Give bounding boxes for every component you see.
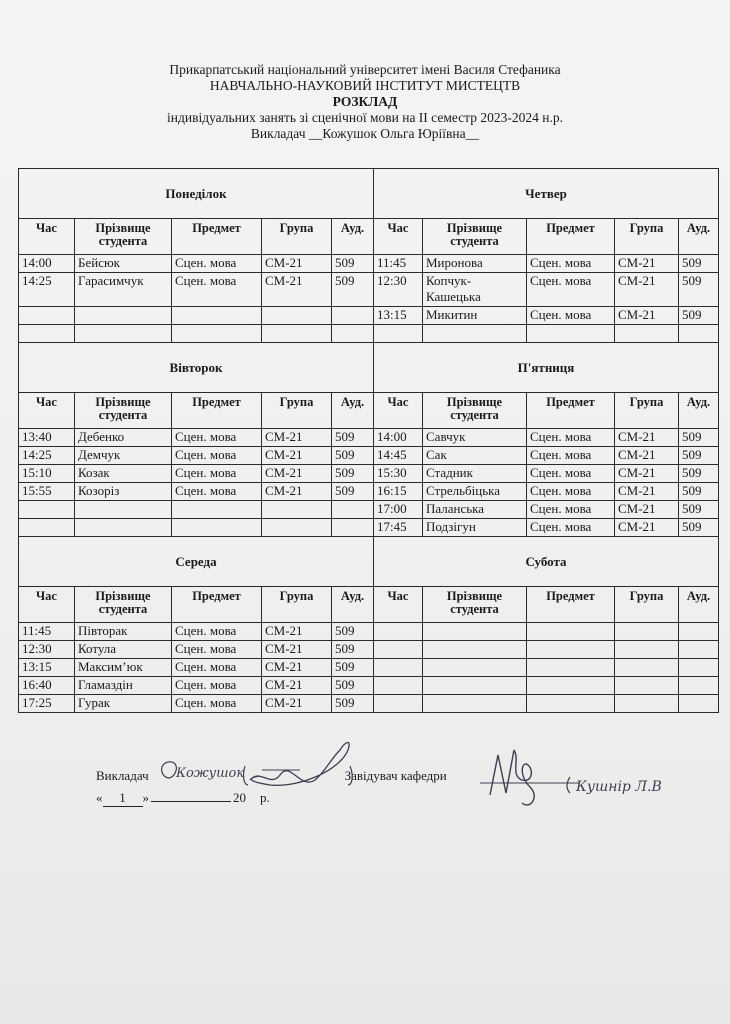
cell-room: 509: [332, 641, 374, 659]
cell-time: 12:30: [374, 273, 423, 307]
day-saturday: Субота: [374, 537, 719, 587]
table-row: [19, 447, 719, 465]
table-row: [19, 429, 719, 447]
cell-time: 13:15: [374, 307, 423, 325]
cell-time: 16:15: [374, 483, 423, 501]
cell-subject: [527, 641, 615, 659]
cell-subject: Сцен. мова: [527, 273, 615, 307]
cell-subject: [172, 519, 262, 537]
cell-student: [423, 641, 527, 659]
cell-student: Максим’юк: [75, 659, 172, 677]
column-header-group: Група: [615, 219, 679, 255]
cell-time: 17:25: [19, 695, 75, 713]
cell-group: СМ-21: [615, 307, 679, 325]
cell-student: Подзігун: [423, 519, 527, 537]
cell-group: СМ-21: [615, 483, 679, 501]
cell-room: 509: [679, 465, 719, 483]
cell-subject: Сцен. мова: [172, 623, 262, 641]
cell-time: [374, 325, 423, 343]
cell-room: 509: [679, 483, 719, 501]
cell-group: СМ-21: [262, 641, 332, 659]
cell-student: Дебенко: [75, 429, 172, 447]
cell-subject: Сцен. мова: [172, 447, 262, 465]
cell-subject: Сцен. мова: [172, 641, 262, 659]
cell-room: 509: [679, 273, 719, 307]
cell-subject: [527, 325, 615, 343]
column-header-time: Час: [374, 219, 423, 255]
column-header-room: Ауд.: [332, 587, 374, 623]
cell-time: 16:40: [19, 677, 75, 695]
table-row: [19, 677, 719, 695]
cell-subject: Сцен. мова: [172, 273, 262, 307]
cell-group: [615, 325, 679, 343]
cell-room: 509: [332, 255, 374, 273]
cell-student: Копчук-Кашецька: [423, 273, 527, 307]
column-header-student: Прізвище студента: [423, 219, 527, 255]
column-header-time: Час: [374, 587, 423, 623]
cell-student: Козак: [75, 465, 172, 483]
cell-time: 14:25: [19, 447, 75, 465]
teacher-line: Викладач __Кожушок Ольга Юріївна__: [250, 126, 480, 141]
cell-time: 11:45: [19, 623, 75, 641]
cell-group: СМ-21: [615, 465, 679, 483]
cell-group: [615, 641, 679, 659]
cell-subject: Сцен. мова: [527, 447, 615, 465]
cell-group: СМ-21: [615, 501, 679, 519]
cell-time: [19, 519, 75, 537]
cell-student: Стрельбіцька: [423, 483, 527, 501]
cell-student: [423, 623, 527, 641]
cell-student: Миронова: [423, 255, 527, 273]
cell-room: 509: [332, 677, 374, 695]
day-header-row: [19, 343, 719, 393]
column-header-room: Ауд.: [332, 393, 374, 429]
column-header-subject: Предмет: [527, 219, 615, 255]
head-signature-label: Завідувач кафедри: [344, 768, 447, 783]
table-row: [19, 659, 719, 677]
column-header-subject: Предмет: [172, 219, 262, 255]
day-thursday: Четвер: [374, 169, 719, 219]
cell-room: [679, 623, 719, 641]
cell-room: 509: [332, 483, 374, 501]
cell-subject: Сцен. мова: [172, 429, 262, 447]
cell-student: [75, 325, 172, 343]
cell-time: 11:45: [374, 255, 423, 273]
cell-subject: Сцен. мова: [527, 255, 615, 273]
institute-name: НАВЧАЛЬНО-НАУКОВИЙ ІНСТИТУТ МИСТЕЦТВ: [209, 78, 521, 93]
cell-room: 509: [332, 695, 374, 713]
cell-time: [374, 641, 423, 659]
column-header-student: Прізвище студента: [75, 587, 172, 623]
cell-time: 14:00: [374, 429, 423, 447]
date-day: 1: [103, 790, 143, 807]
cell-subject: Сцен. мова: [527, 519, 615, 537]
cell-student: Гламаздін: [75, 677, 172, 695]
teacher-signature-label: Викладач: [96, 768, 149, 783]
cell-subject: Сцен. мова: [172, 465, 262, 483]
cell-group: СМ-21: [262, 623, 332, 641]
cell-group: СМ-21: [615, 519, 679, 537]
cell-room: 509: [332, 659, 374, 677]
table-row: [19, 501, 719, 519]
document-subtitle: індивідуальних занять зі сценічної мови на ІІ семестр 2023-2024 н.р.: [167, 110, 563, 125]
table-row: [19, 519, 719, 537]
column-header-room: Ауд.: [679, 219, 719, 255]
cell-subject: Сцен. мова: [527, 307, 615, 325]
date-close-quote: »: [142, 790, 149, 805]
cell-time: [19, 501, 75, 519]
cell-time: 13:40: [19, 429, 75, 447]
cell-room: 509: [332, 429, 374, 447]
column-header-subject: Предмет: [172, 393, 262, 429]
cell-room: [679, 641, 719, 659]
table-row: [19, 273, 719, 307]
cell-subject: Сцен. мова: [172, 255, 262, 273]
column-header-group: Група: [262, 393, 332, 429]
cell-group: СМ-21: [262, 677, 332, 695]
cell-group: СМ-21: [262, 465, 332, 483]
column-header-student: Прізвище студента: [75, 219, 172, 255]
cell-time: 13:15: [19, 659, 75, 677]
column-header-student: Прізвище студента: [423, 393, 527, 429]
cell-room: 509: [332, 273, 374, 307]
cell-subject: Сцен. мова: [527, 501, 615, 519]
cell-student: Козоріз: [75, 483, 172, 501]
cell-room: 509: [679, 501, 719, 519]
cell-time: [374, 659, 423, 677]
day-friday: П'ятниця: [374, 343, 719, 393]
cell-student: [423, 677, 527, 695]
cell-group: СМ-21: [615, 429, 679, 447]
cell-student: [75, 519, 172, 537]
cell-subject: Сцен. мова: [172, 483, 262, 501]
cell-group: СМ-21: [615, 273, 679, 307]
day-wednesday: Середа: [19, 537, 374, 587]
cell-time: 17:00: [374, 501, 423, 519]
cell-time: 15:55: [19, 483, 75, 501]
cell-group: [262, 307, 332, 325]
cell-group: СМ-21: [262, 255, 332, 273]
column-header-student: Прізвище студента: [423, 587, 527, 623]
cell-group: [615, 659, 679, 677]
cell-subject: [527, 659, 615, 677]
cell-room: [332, 307, 374, 325]
cell-room: [679, 325, 719, 343]
cell-student: Микитин: [423, 307, 527, 325]
cell-time: 15:10: [19, 465, 75, 483]
cell-subject: Сцен. мова: [172, 677, 262, 695]
cell-group: СМ-21: [262, 273, 332, 307]
cell-group: СМ-21: [262, 695, 332, 713]
day-header-row: [19, 169, 719, 219]
cell-subject: [172, 325, 262, 343]
cell-time: [19, 325, 75, 343]
day-header-row: [19, 537, 719, 587]
cell-room: 509: [679, 519, 719, 537]
cell-room: 509: [679, 447, 719, 465]
cell-group: СМ-21: [615, 255, 679, 273]
cell-group: [262, 501, 332, 519]
year-suffix: р.: [260, 790, 270, 805]
cell-time: 15:30: [374, 465, 423, 483]
cell-group: [262, 325, 332, 343]
cell-room: 509: [679, 255, 719, 273]
column-header-room: Ауд.: [679, 393, 719, 429]
column-header-subject: Предмет: [527, 587, 615, 623]
column-header-row: [19, 587, 719, 623]
cell-student: Бейсюк: [75, 255, 172, 273]
cell-subject: [172, 307, 262, 325]
head-signature-name: Кушнір Л.В: [576, 779, 662, 795]
cell-time: 12:30: [19, 641, 75, 659]
cell-group: [262, 519, 332, 537]
cell-student: Паланська: [423, 501, 527, 519]
table-row: [19, 255, 719, 273]
table-row: [19, 695, 719, 713]
cell-student: Савчук: [423, 429, 527, 447]
cell-student: Демчук: [75, 447, 172, 465]
table-row: [19, 641, 719, 659]
document-header: [0, 62, 730, 142]
cell-subject: Сцен. мова: [527, 465, 615, 483]
cell-room: [332, 501, 374, 519]
cell-room: 509: [332, 465, 374, 483]
column-header-room: Ауд.: [332, 219, 374, 255]
cell-time: [19, 307, 75, 325]
column-header-group: Група: [262, 219, 332, 255]
cell-group: СМ-21: [262, 447, 332, 465]
cell-group: СМ-21: [262, 483, 332, 501]
cell-subject: [527, 623, 615, 641]
cell-group: СМ-21: [615, 447, 679, 465]
cell-student: Сак: [423, 447, 527, 465]
document-title: РОЗКЛАД: [332, 94, 398, 109]
cell-subject: Сцен. мова: [527, 483, 615, 501]
cell-student: [423, 325, 527, 343]
cell-student: Стадник: [423, 465, 527, 483]
date-open-quote: «: [96, 790, 103, 805]
cell-subject: [527, 695, 615, 713]
cell-subject: [172, 501, 262, 519]
cell-room: 509: [679, 429, 719, 447]
university-name: Прикарпатський національний університет імені Василя Стефаника: [169, 62, 561, 77]
cell-student: [75, 307, 172, 325]
cell-group: [615, 623, 679, 641]
cell-time: 14:25: [19, 273, 75, 307]
cell-group: СМ-21: [262, 659, 332, 677]
table-row: [19, 307, 719, 325]
cell-subject: Сцен. мова: [527, 429, 615, 447]
cell-room: [332, 519, 374, 537]
column-header-time: Час: [19, 587, 75, 623]
cell-student: Гурак: [75, 695, 172, 713]
cell-student: Півторак: [75, 623, 172, 641]
schedule-table: [18, 168, 719, 713]
cell-time: [374, 677, 423, 695]
cell-time: 14:45: [374, 447, 423, 465]
cell-student: Гарасимчук: [75, 273, 172, 307]
column-header-student: Прізвище студента: [75, 393, 172, 429]
cell-student: [423, 695, 527, 713]
cell-room: 509: [332, 447, 374, 465]
column-header-group: Група: [615, 393, 679, 429]
cell-subject: [527, 677, 615, 695]
cell-room: [332, 325, 374, 343]
cell-group: СМ-21: [262, 429, 332, 447]
cell-room: 509: [332, 623, 374, 641]
cell-subject: Сцен. мова: [172, 659, 262, 677]
day-monday: Понеділок: [19, 169, 374, 219]
teacher-signature-name: Кожушок: [176, 766, 245, 781]
teacher-handwritten-signature: [150, 730, 370, 805]
column-header-subject: Предмет: [172, 587, 262, 623]
column-header-group: Група: [615, 587, 679, 623]
cell-room: [679, 659, 719, 677]
column-header-time: Час: [19, 219, 75, 255]
cell-time: [374, 695, 423, 713]
table-row: [19, 465, 719, 483]
column-header-subject: Предмет: [527, 393, 615, 429]
head-handwritten-signature: [470, 725, 720, 825]
column-header-group: Група: [262, 587, 332, 623]
cell-student: Котула: [75, 641, 172, 659]
cell-room: 509: [679, 307, 719, 325]
cell-room: [679, 677, 719, 695]
column-header-time: Час: [374, 393, 423, 429]
cell-group: [615, 695, 679, 713]
cell-time: 17:45: [374, 519, 423, 537]
column-header-room: Ауд.: [679, 587, 719, 623]
column-header-row: [19, 219, 719, 255]
cell-room: [679, 695, 719, 713]
cell-student: [423, 659, 527, 677]
cell-time: 14:00: [19, 255, 75, 273]
column-header-time: Час: [19, 393, 75, 429]
cell-group: [615, 677, 679, 695]
cell-time: [374, 623, 423, 641]
table-row: [19, 325, 719, 343]
cell-student: [75, 501, 172, 519]
year-prefix: 20: [233, 790, 246, 805]
table-row: [19, 483, 719, 501]
cell-subject: Сцен. мова: [172, 695, 262, 713]
column-header-row: [19, 393, 719, 429]
table-row: [19, 623, 719, 641]
day-tuesday: Вівторок: [19, 343, 374, 393]
